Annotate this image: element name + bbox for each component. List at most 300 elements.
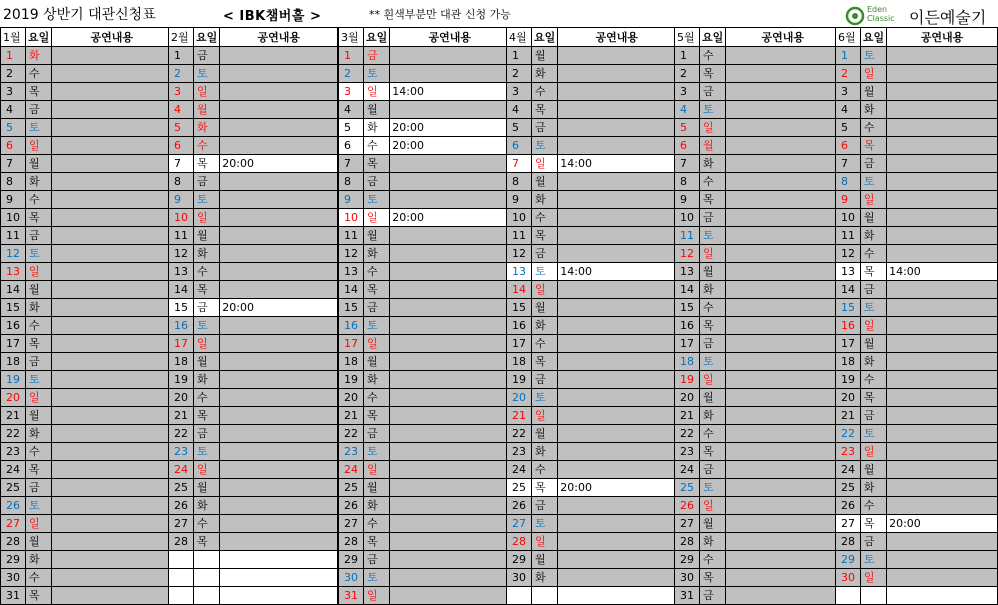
date-cell: 17 — [339, 335, 364, 353]
performance-cell — [726, 173, 840, 191]
date-cell: 5 — [339, 119, 364, 137]
day-row — [836, 65, 998, 83]
performance-cell — [887, 389, 998, 407]
weekday-cell: 일 — [860, 443, 886, 461]
performance-cell — [887, 65, 998, 83]
date-cell: 21 — [507, 407, 532, 425]
weekday-cell: 목 — [26, 335, 52, 353]
weekday-cell: 금 — [364, 551, 390, 569]
date-cell: 28 — [507, 533, 532, 551]
day-row — [339, 299, 510, 317]
weekday-cell: 토 — [700, 227, 726, 245]
weekday-cell: 수 — [194, 137, 220, 155]
weekday-cell: 토 — [26, 371, 52, 389]
date-cell — [169, 587, 194, 605]
date-cell: 25 — [1, 479, 26, 497]
day-row[interactable] — [836, 263, 998, 281]
performance-cell — [887, 443, 998, 461]
date-cell: 21 — [1, 407, 26, 425]
date-cell: 8 — [339, 173, 364, 191]
availability-note: ** 흰색부분만 대관 신청 가능 — [369, 8, 511, 21]
day-row — [507, 515, 676, 533]
performance-cell — [887, 569, 998, 587]
weekday-cell: 화 — [364, 245, 390, 263]
performance-cell — [52, 227, 172, 245]
date-cell: 2 — [169, 65, 194, 83]
weekday-cell: 월 — [700, 137, 726, 155]
day-row[interactable] — [169, 299, 338, 317]
performance-cell — [726, 209, 840, 227]
weekday-cell: 수 — [860, 371, 886, 389]
day-row — [1, 281, 172, 299]
performance-cell — [390, 407, 510, 425]
day-row — [507, 533, 676, 551]
day-row[interactable] — [169, 155, 338, 173]
performance-cell[interactable]: 14:00 — [390, 83, 510, 101]
day-row — [1, 551, 172, 569]
day-row — [836, 335, 998, 353]
performance-cell[interactable]: 20:00 — [390, 119, 510, 137]
performance-cell — [390, 551, 510, 569]
weekday-cell: 목 — [194, 533, 220, 551]
date-cell: 13 — [507, 263, 532, 281]
performance-cell[interactable]: 14:00 — [558, 155, 676, 173]
day-row — [339, 227, 510, 245]
day-row — [1, 137, 172, 155]
day-row — [507, 191, 676, 209]
date-cell: 13 — [1, 263, 26, 281]
performance-cell — [52, 353, 172, 371]
performance-cell[interactable]: 14:00 — [887, 263, 998, 281]
day-row — [169, 479, 338, 497]
day-row — [169, 119, 338, 137]
month-header-row — [836, 28, 998, 47]
weekday-cell: 수 — [364, 515, 390, 533]
performance-cell — [52, 443, 172, 461]
date-cell: 13 — [675, 263, 700, 281]
performance-cell — [52, 533, 172, 551]
performance-cell — [558, 101, 676, 119]
day-row — [1, 317, 172, 335]
weekday-cell: 목 — [700, 569, 726, 587]
day-row — [169, 461, 338, 479]
date-cell: 10 — [1, 209, 26, 227]
day-row[interactable] — [169, 587, 338, 605]
date-cell: 25 — [836, 479, 861, 497]
date-cell: 18 — [836, 353, 861, 371]
date-cell: 24 — [1, 461, 26, 479]
performance-cell — [887, 425, 998, 443]
performance-cell — [52, 587, 172, 605]
weekday-cell: 토 — [364, 191, 390, 209]
day-row[interactable] — [836, 587, 998, 605]
performance-cell — [52, 137, 172, 155]
month-label: 5월 — [675, 28, 700, 47]
performance-cell[interactable]: 20:00 — [390, 137, 510, 155]
weekday-cell: 월 — [532, 47, 558, 65]
date-cell: 23 — [1, 443, 26, 461]
date-cell: 14 — [339, 281, 364, 299]
date-cell: 30 — [339, 569, 364, 587]
weekday-cell: 토 — [364, 569, 390, 587]
date-cell: 4 — [507, 101, 532, 119]
day-row[interactable] — [836, 515, 998, 533]
weekday-cell: 월 — [860, 83, 886, 101]
day-row — [675, 65, 840, 83]
day-row — [675, 281, 840, 299]
performance-cell — [390, 461, 510, 479]
date-cell: 6 — [507, 137, 532, 155]
performance-cell — [558, 137, 676, 155]
date-cell: 15 — [1, 299, 26, 317]
performance-cell — [558, 461, 676, 479]
performance-cell — [220, 371, 338, 389]
date-cell: 1 — [675, 47, 700, 65]
day-row — [836, 389, 998, 407]
date-cell: 2 — [836, 65, 861, 83]
performance-cell — [52, 479, 172, 497]
day-row[interactable] — [507, 479, 676, 497]
day-row — [339, 533, 510, 551]
weekday-cell: 금 — [364, 173, 390, 191]
date-cell: 11 — [675, 227, 700, 245]
performance-cell — [220, 119, 338, 137]
date-cell: 24 — [836, 461, 861, 479]
performance-cell[interactable]: 20:00 — [887, 515, 998, 533]
performance-cell — [726, 245, 840, 263]
weekday-header: 요일 — [532, 28, 558, 47]
date-cell — [169, 551, 194, 569]
date-cell: 10 — [836, 209, 861, 227]
date-cell: 4 — [169, 101, 194, 119]
weekday-cell: 금 — [700, 587, 726, 605]
performance-cell[interactable] — [220, 551, 338, 569]
date-cell: 17 — [1, 335, 26, 353]
day-row — [169, 515, 338, 533]
performance-cell — [390, 479, 510, 497]
performance-cell — [887, 551, 998, 569]
weekday-cell: 수 — [860, 245, 886, 263]
day-row[interactable] — [507, 155, 676, 173]
weekday-cell: 금 — [700, 335, 726, 353]
performance-cell — [558, 65, 676, 83]
weekday-cell: 월 — [364, 353, 390, 371]
day-row — [836, 209, 998, 227]
day-row — [339, 443, 510, 461]
weekday-cell: 토 — [700, 353, 726, 371]
date-cell: 31 — [1, 587, 26, 605]
weekday-cell: 화 — [532, 569, 558, 587]
date-cell: 12 — [1, 245, 26, 263]
date-cell: 7 — [675, 155, 700, 173]
performance-cell — [726, 65, 840, 83]
day-row[interactable] — [339, 83, 510, 101]
date-cell: 26 — [169, 497, 194, 515]
date-cell: 19 — [507, 371, 532, 389]
day-row — [339, 191, 510, 209]
weekday-cell: 월 — [26, 281, 52, 299]
performance-cell — [390, 281, 510, 299]
date-cell: 23 — [675, 443, 700, 461]
performance-cell — [887, 155, 998, 173]
date-cell: 30 — [1, 569, 26, 587]
day-row[interactable] — [339, 119, 510, 137]
date-cell: 23 — [339, 443, 364, 461]
date-cell: 24 — [507, 461, 532, 479]
performance-cell — [558, 569, 676, 587]
day-row — [675, 245, 840, 263]
weekday-cell: 목 — [364, 281, 390, 299]
weekday-cell: 목 — [26, 587, 52, 605]
day-row — [675, 461, 840, 479]
performance-cell[interactable] — [887, 587, 998, 605]
performance-cell — [220, 47, 338, 65]
weekday-cell: 일 — [532, 155, 558, 173]
weekday-header: 요일 — [26, 28, 52, 47]
performance-cell — [726, 101, 840, 119]
date-cell: 15 — [339, 299, 364, 317]
performance-cell — [390, 515, 510, 533]
day-row — [1, 227, 172, 245]
day-row — [339, 515, 510, 533]
weekday-cell: 토 — [860, 425, 886, 443]
performance-cell[interactable]: 14:00 — [558, 263, 676, 281]
content-header: 공연내용 — [887, 28, 998, 47]
day-row — [1, 119, 172, 137]
performance-cell — [220, 209, 338, 227]
date-cell: 28 — [169, 533, 194, 551]
day-row[interactable] — [339, 209, 510, 227]
weekday-cell: 토 — [700, 101, 726, 119]
performance-cell — [558, 443, 676, 461]
date-cell: 19 — [836, 371, 861, 389]
weekday-cell: 월 — [532, 425, 558, 443]
performance-cell — [52, 497, 172, 515]
weekday-cell: 화 — [26, 551, 52, 569]
performance-cell — [220, 479, 338, 497]
performance-cell — [887, 371, 998, 389]
day-row — [836, 173, 998, 191]
date-cell: 23 — [836, 443, 861, 461]
month-label: 4월 — [507, 28, 532, 47]
weekday-cell: 화 — [364, 497, 390, 515]
day-row — [507, 119, 676, 137]
performance-cell — [52, 461, 172, 479]
date-cell: 20 — [1, 389, 26, 407]
weekday-cell: 화 — [532, 317, 558, 335]
date-cell: 28 — [1, 533, 26, 551]
performance-cell — [887, 533, 998, 551]
day-row — [339, 317, 510, 335]
weekday-cell: 화 — [26, 173, 52, 191]
performance-cell — [558, 497, 676, 515]
performance-cell — [390, 47, 510, 65]
performance-cell — [390, 371, 510, 389]
performance-cell[interactable] — [220, 587, 338, 605]
weekday-cell: 월 — [194, 353, 220, 371]
day-row[interactable] — [507, 263, 676, 281]
weekday-cell: 일 — [194, 83, 220, 101]
performance-cell — [887, 101, 998, 119]
performance-cell — [887, 461, 998, 479]
performance-cell — [558, 425, 676, 443]
day-row — [169, 173, 338, 191]
weekday-cell: 수 — [532, 83, 558, 101]
performance-cell — [887, 497, 998, 515]
date-cell: 26 — [339, 497, 364, 515]
performance-cell — [887, 191, 998, 209]
performance-cell — [220, 263, 338, 281]
performance-cell — [52, 209, 172, 227]
day-row — [1, 299, 172, 317]
performance-cell — [726, 533, 840, 551]
day-row[interactable] — [507, 587, 676, 605]
day-row — [507, 209, 676, 227]
weekday-cell: 월 — [194, 227, 220, 245]
day-row — [1, 65, 172, 83]
performance-cell — [52, 65, 172, 83]
weekday-cell: 일 — [26, 515, 52, 533]
day-row — [836, 569, 998, 587]
weekday-cell: 화 — [194, 245, 220, 263]
content-header: 공연내용 — [220, 28, 338, 47]
day-row — [507, 389, 676, 407]
day-row — [339, 551, 510, 569]
day-row — [339, 569, 510, 587]
weekday-cell: 목 — [194, 155, 220, 173]
performance-cell[interactable]: 20:00 — [220, 155, 338, 173]
day-row — [675, 155, 840, 173]
weekday-cell: 월 — [364, 479, 390, 497]
day-row — [339, 353, 510, 371]
weekday-cell: 목 — [26, 209, 52, 227]
date-cell: 29 — [836, 551, 861, 569]
performance-cell — [390, 155, 510, 173]
weekday-cell — [194, 569, 220, 587]
date-cell: 16 — [836, 317, 861, 335]
weekday-cell: 화 — [700, 533, 726, 551]
date-cell: 16 — [507, 317, 532, 335]
date-cell: 9 — [339, 191, 364, 209]
date-cell: 8 — [675, 173, 700, 191]
date-cell: 29 — [1, 551, 26, 569]
date-cell: 14 — [1, 281, 26, 299]
weekday-cell: 일 — [532, 533, 558, 551]
day-row — [169, 335, 338, 353]
day-row — [675, 299, 840, 317]
performance-cell — [52, 245, 172, 263]
month-header-row — [507, 28, 676, 47]
weekday-cell: 토 — [26, 119, 52, 137]
performance-cell — [52, 569, 172, 587]
date-cell: 30 — [675, 569, 700, 587]
day-row — [339, 263, 510, 281]
performance-cell — [220, 425, 338, 443]
performance-cell — [558, 119, 676, 137]
date-cell: 14 — [836, 281, 861, 299]
performance-cell — [558, 227, 676, 245]
day-row[interactable] — [169, 551, 338, 569]
date-cell: 5 — [169, 119, 194, 137]
weekday-cell: 토 — [860, 173, 886, 191]
weekday-cell: 토 — [194, 191, 220, 209]
performance-cell — [726, 371, 840, 389]
day-row — [675, 101, 840, 119]
weekday-cell: 금 — [700, 209, 726, 227]
performance-cell — [52, 371, 172, 389]
date-cell: 25 — [507, 479, 532, 497]
day-row[interactable] — [339, 137, 510, 155]
day-row — [507, 173, 676, 191]
date-cell: 18 — [1, 353, 26, 371]
date-cell: 16 — [169, 317, 194, 335]
day-row — [675, 263, 840, 281]
performance-cell — [220, 335, 338, 353]
performance-cell — [390, 173, 510, 191]
weekday-cell: 일 — [194, 461, 220, 479]
day-row — [675, 497, 840, 515]
weekday-header: 요일 — [364, 28, 390, 47]
day-row — [507, 137, 676, 155]
day-row — [169, 245, 338, 263]
day-row — [836, 371, 998, 389]
performance-cell[interactable]: 20:00 — [220, 299, 338, 317]
performance-cell — [558, 83, 676, 101]
performance-cell — [52, 47, 172, 65]
performance-cell[interactable] — [558, 587, 676, 605]
weekday-cell: 수 — [194, 515, 220, 533]
date-cell: 22 — [507, 425, 532, 443]
performance-cell — [220, 281, 338, 299]
date-cell: 6 — [1, 137, 26, 155]
weekday-cell: 금 — [700, 83, 726, 101]
performance-cell[interactable]: 20:00 — [390, 209, 510, 227]
date-cell: 3 — [339, 83, 364, 101]
weekday-cell: 일 — [364, 587, 390, 605]
performance-cell — [887, 227, 998, 245]
weekday-cell: 화 — [532, 443, 558, 461]
day-row — [507, 497, 676, 515]
date-cell: 5 — [507, 119, 532, 137]
weekday-cell: 일 — [364, 83, 390, 101]
month-table — [835, 27, 998, 605]
date-cell: 29 — [675, 551, 700, 569]
day-row — [1, 245, 172, 263]
date-cell: 17 — [507, 335, 532, 353]
date-cell: 1 — [339, 47, 364, 65]
day-row — [836, 47, 998, 65]
performance-cell — [390, 245, 510, 263]
performance-cell — [558, 371, 676, 389]
day-row — [675, 389, 840, 407]
day-row[interactable] — [169, 569, 338, 587]
performance-cell — [220, 389, 338, 407]
day-row — [169, 227, 338, 245]
performance-cell — [726, 119, 840, 137]
performance-cell[interactable] — [220, 569, 338, 587]
date-cell: 19 — [675, 371, 700, 389]
performance-cell — [52, 263, 172, 281]
date-cell: 2 — [675, 65, 700, 83]
date-cell: 2 — [339, 65, 364, 83]
performance-cell[interactable]: 20:00 — [558, 479, 676, 497]
sheet-title: 2019 상반기 대관신청표 — [3, 7, 156, 23]
performance-cell — [558, 47, 676, 65]
date-cell: 1 — [836, 47, 861, 65]
weekday-cell: 금 — [194, 425, 220, 443]
date-cell: 9 — [169, 191, 194, 209]
weekday-cell: 목 — [532, 227, 558, 245]
